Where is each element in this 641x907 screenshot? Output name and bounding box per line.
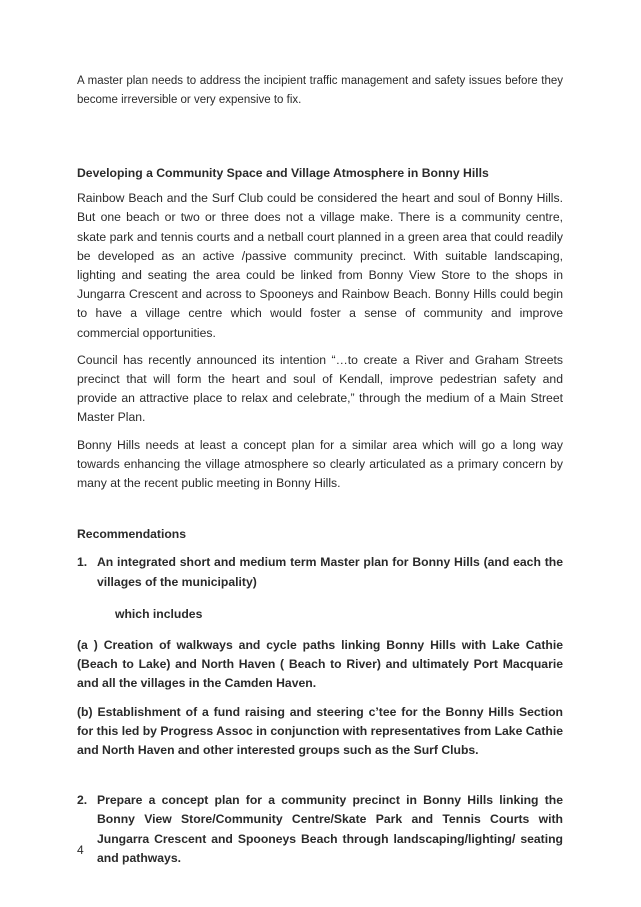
body-paragraph-1: Rainbow Beach and the Surf Club could be considered the heart and soul of Bonny Hills. But one beach or two or three does not a village make. There is a community centre, skate park and tennis courts and a netball court planned in a green area that could readily be developed as an active /passive community precinct. With suitable landscaping, lighting and seating the area could be linked from Bonny View Store to the shops in Jungarra Crescent and across to Spooneys and Rainbow Beach. Bonny Hills could begin to have a village centre which would foster a sense of community and improve commercial opportunities. <box>77 191 563 340</box>
intro-paragraph: A master plan needs to address the incipient traffic management and safety issues before they become irreversible or very expensive to fix. <box>77 75 563 106</box>
section-heading: Developing a Community Space and Village Atmosphere in Bonny Hills <box>77 166 489 180</box>
sub-item-b: (b) Establishment of a fund raising and steering c’tee for the Bonny Hills Section for this led by Progress Assoc in conjunction with representatives from Lake Cathie and North Haven and other interested groups such as the Surf Clubs. <box>77 704 563 758</box>
recommendation-item-2 <box>77 791 563 868</box>
sub-item-a: (a ) Creation of walkways and cycle paths linking Bonny Hills with Lake Cathie (Beach to Lake) and North Haven ( Beach to River) and ultimately Port Macquarie and all the villages in the Camden Haven. <box>77 638 563 691</box>
item-text: Prepare a concept plan for a community precinct in Bonny Hills linking the Bonny View Store/Community Centre/Skate Park and Tennis Courts with Jungarra Crescent and Spooneys Beach through landscaping/lighting/ seating and pathways. <box>97 793 563 865</box>
body-paragraph-2: Council has recently announced its intention “…to create a River and Graham Streets precinct that will form the heart and soul of Kendall, improve pedestrian safety and provide an attractive place to relax and celebrate,” through the medium of a Main Street Master Plan. <box>77 352 563 425</box>
item-number: 2. <box>77 793 88 808</box>
includes-label: which includes <box>115 606 203 621</box>
page-number: 4 <box>77 843 84 857</box>
item-number: 1. <box>77 555 88 570</box>
item-text: An integrated short and medium term Master plan for Bonny Hills (and each the villages of the municipality) <box>97 555 563 589</box>
recommendations-heading: Recommendations <box>77 527 187 542</box>
document-page <box>77 72 563 868</box>
body-paragraph-3: Bonny Hills needs at least a concept plan for a similar area which will go a long way towards enhancing the village atmosphere so clearly articulated as a primary concern by many at the recent public meeting in Bonny Hills. <box>77 437 563 491</box>
recommendation-item-1 <box>77 553 563 591</box>
